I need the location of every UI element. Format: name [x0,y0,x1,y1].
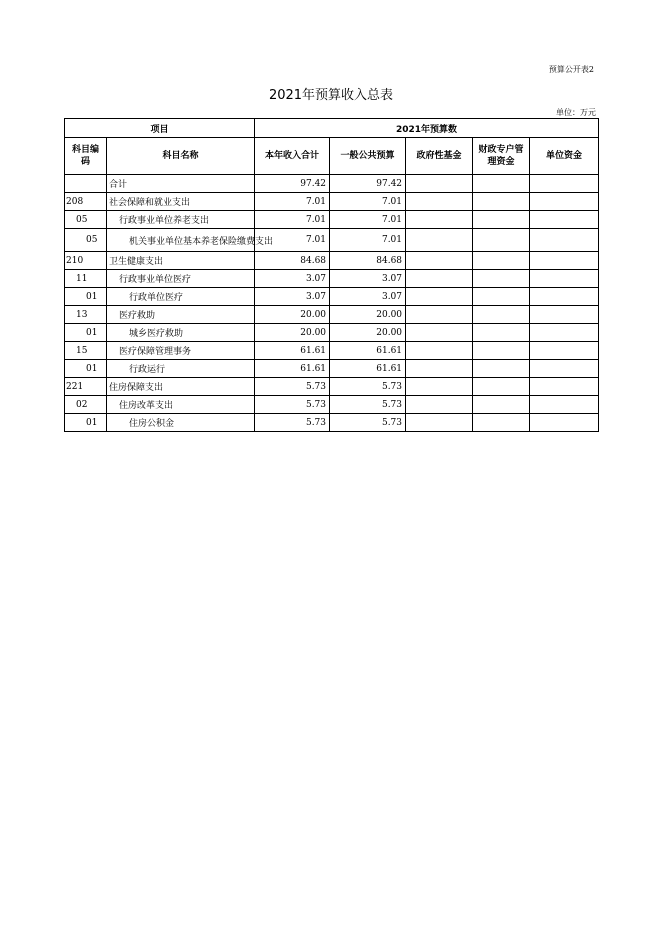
cell-general: 7.01 [330,229,406,252]
cell-unit-funds [530,229,599,252]
cell-special [473,252,530,270]
table-row [65,396,599,414]
cell-code: 01 [65,324,107,342]
cell-total: 5.73 [255,396,330,414]
cell-code: 13 [65,306,107,324]
budget-revenue-table [64,118,599,432]
cell-general: 7.01 [330,193,406,211]
table-row [65,270,599,288]
cell-name: 卫生健康支出 [107,252,255,270]
table-row [65,175,599,193]
cell-general: 7.01 [330,211,406,229]
header-budget-year: 2021年预算数 [255,119,599,138]
cell-code: 01 [65,360,107,378]
cell-fund [406,342,473,360]
cell-total: 20.00 [255,306,330,324]
cell-code: 01 [65,288,107,306]
cell-unit-funds [530,396,599,414]
cell-name: 医疗救助 [107,306,255,324]
cell-special [473,288,530,306]
cell-total: 7.01 [255,211,330,229]
cell-unit-funds [530,270,599,288]
cell-special [473,193,530,211]
cell-name: 社会保障和就业支出 [107,193,255,211]
cell-fund [406,414,473,432]
table-row [65,324,599,342]
cell-name: 行政单位医疗 [107,288,255,306]
cell-special [473,211,530,229]
cell-fund [406,306,473,324]
cell-unit-funds [530,324,599,342]
cell-total: 3.07 [255,270,330,288]
table-row [65,342,599,360]
table-row [65,288,599,306]
cell-fund [406,324,473,342]
cell-unit-funds [530,211,599,229]
cell-code: 208 [65,193,107,211]
cell-code: 210 [65,252,107,270]
cell-unit-funds [530,342,599,360]
cell-unit-funds [530,414,599,432]
header-project: 项目 [65,119,255,138]
cell-fund [406,360,473,378]
cell-name: 合计 [107,175,255,193]
cell-general: 3.07 [330,270,406,288]
cell-special [473,360,530,378]
cell-unit-funds [530,306,599,324]
form-number: 预算公开表2 [548,65,594,74]
cell-name: 城乡医疗救助 [107,324,255,342]
cell-special [473,396,530,414]
table-row [65,378,599,396]
cell-total: 5.73 [255,378,330,396]
cell-total: 97.42 [255,175,330,193]
cell-total: 7.01 [255,193,330,211]
header-name: 科目名称 [107,138,255,175]
cell-fund [406,270,473,288]
cell-general: 5.73 [330,396,406,414]
cell-name: 医疗保障管理事务 [107,342,255,360]
header-code: 科目编码 [65,138,107,175]
unit-label: 单位：万元 [556,108,596,117]
cell-total: 7.01 [255,229,330,252]
cell-unit-funds [530,360,599,378]
cell-general: 5.73 [330,378,406,396]
cell-code: 05 [65,229,107,252]
cell-total: 84.68 [255,252,330,270]
header-unit-funds: 单位资金 [530,138,599,175]
cell-name: 机关事业单位基本养老保险缴费支出 [107,229,255,252]
cell-special [473,175,530,193]
cell-special [473,342,530,360]
table-row [65,229,599,252]
cell-fund [406,193,473,211]
table-row [65,306,599,324]
table-row [65,360,599,378]
cell-fund [406,378,473,396]
cell-total: 5.73 [255,414,330,432]
cell-code: 01 [65,414,107,432]
cell-code: 05 [65,211,107,229]
cell-name: 行政事业单位医疗 [107,270,255,288]
header-general: 一般公共预算 [330,138,406,175]
cell-fund [406,288,473,306]
cell-special [473,324,530,342]
cell-fund [406,175,473,193]
cell-code: 11 [65,270,107,288]
cell-general: 61.61 [330,360,406,378]
table-row [65,414,599,432]
cell-unit-funds [530,175,599,193]
header-special: 财政专户管理资金 [473,138,530,175]
table-row [65,252,599,270]
cell-code [65,175,107,193]
cell-total: 61.61 [255,342,330,360]
cell-general: 61.61 [330,342,406,360]
header-fund: 政府性基金 [406,138,473,175]
cell-general: 20.00 [330,306,406,324]
table-row [65,193,599,211]
cell-name: 住房公积金 [107,414,255,432]
cell-general: 3.07 [330,288,406,306]
cell-name: 行政运行 [107,360,255,378]
cell-general: 84.68 [330,252,406,270]
cell-unit-funds [530,252,599,270]
cell-unit-funds [530,193,599,211]
cell-unit-funds [530,288,599,306]
cell-general: 20.00 [330,324,406,342]
cell-unit-funds [530,378,599,396]
cell-name: 行政事业单位养老支出 [107,211,255,229]
cell-special [473,378,530,396]
cell-fund [406,229,473,252]
cell-name: 住房改革支出 [107,396,255,414]
cell-name: 住房保障支出 [107,378,255,396]
table-row [65,211,599,229]
cell-fund [406,211,473,229]
cell-special [473,306,530,324]
cell-fund [406,252,473,270]
cell-fund [406,396,473,414]
page-title: 2021年预算收入总表 [268,88,394,103]
cell-total: 3.07 [255,288,330,306]
header-total: 本年收入合计 [255,138,330,175]
cell-total: 20.00 [255,324,330,342]
cell-code: 221 [65,378,107,396]
cell-code: 15 [65,342,107,360]
cell-total: 61.61 [255,360,330,378]
cell-special [473,270,530,288]
cell-general: 5.73 [330,414,406,432]
cell-code: 02 [65,396,107,414]
cell-general: 97.42 [330,175,406,193]
cell-special [473,414,530,432]
cell-special [473,229,530,252]
